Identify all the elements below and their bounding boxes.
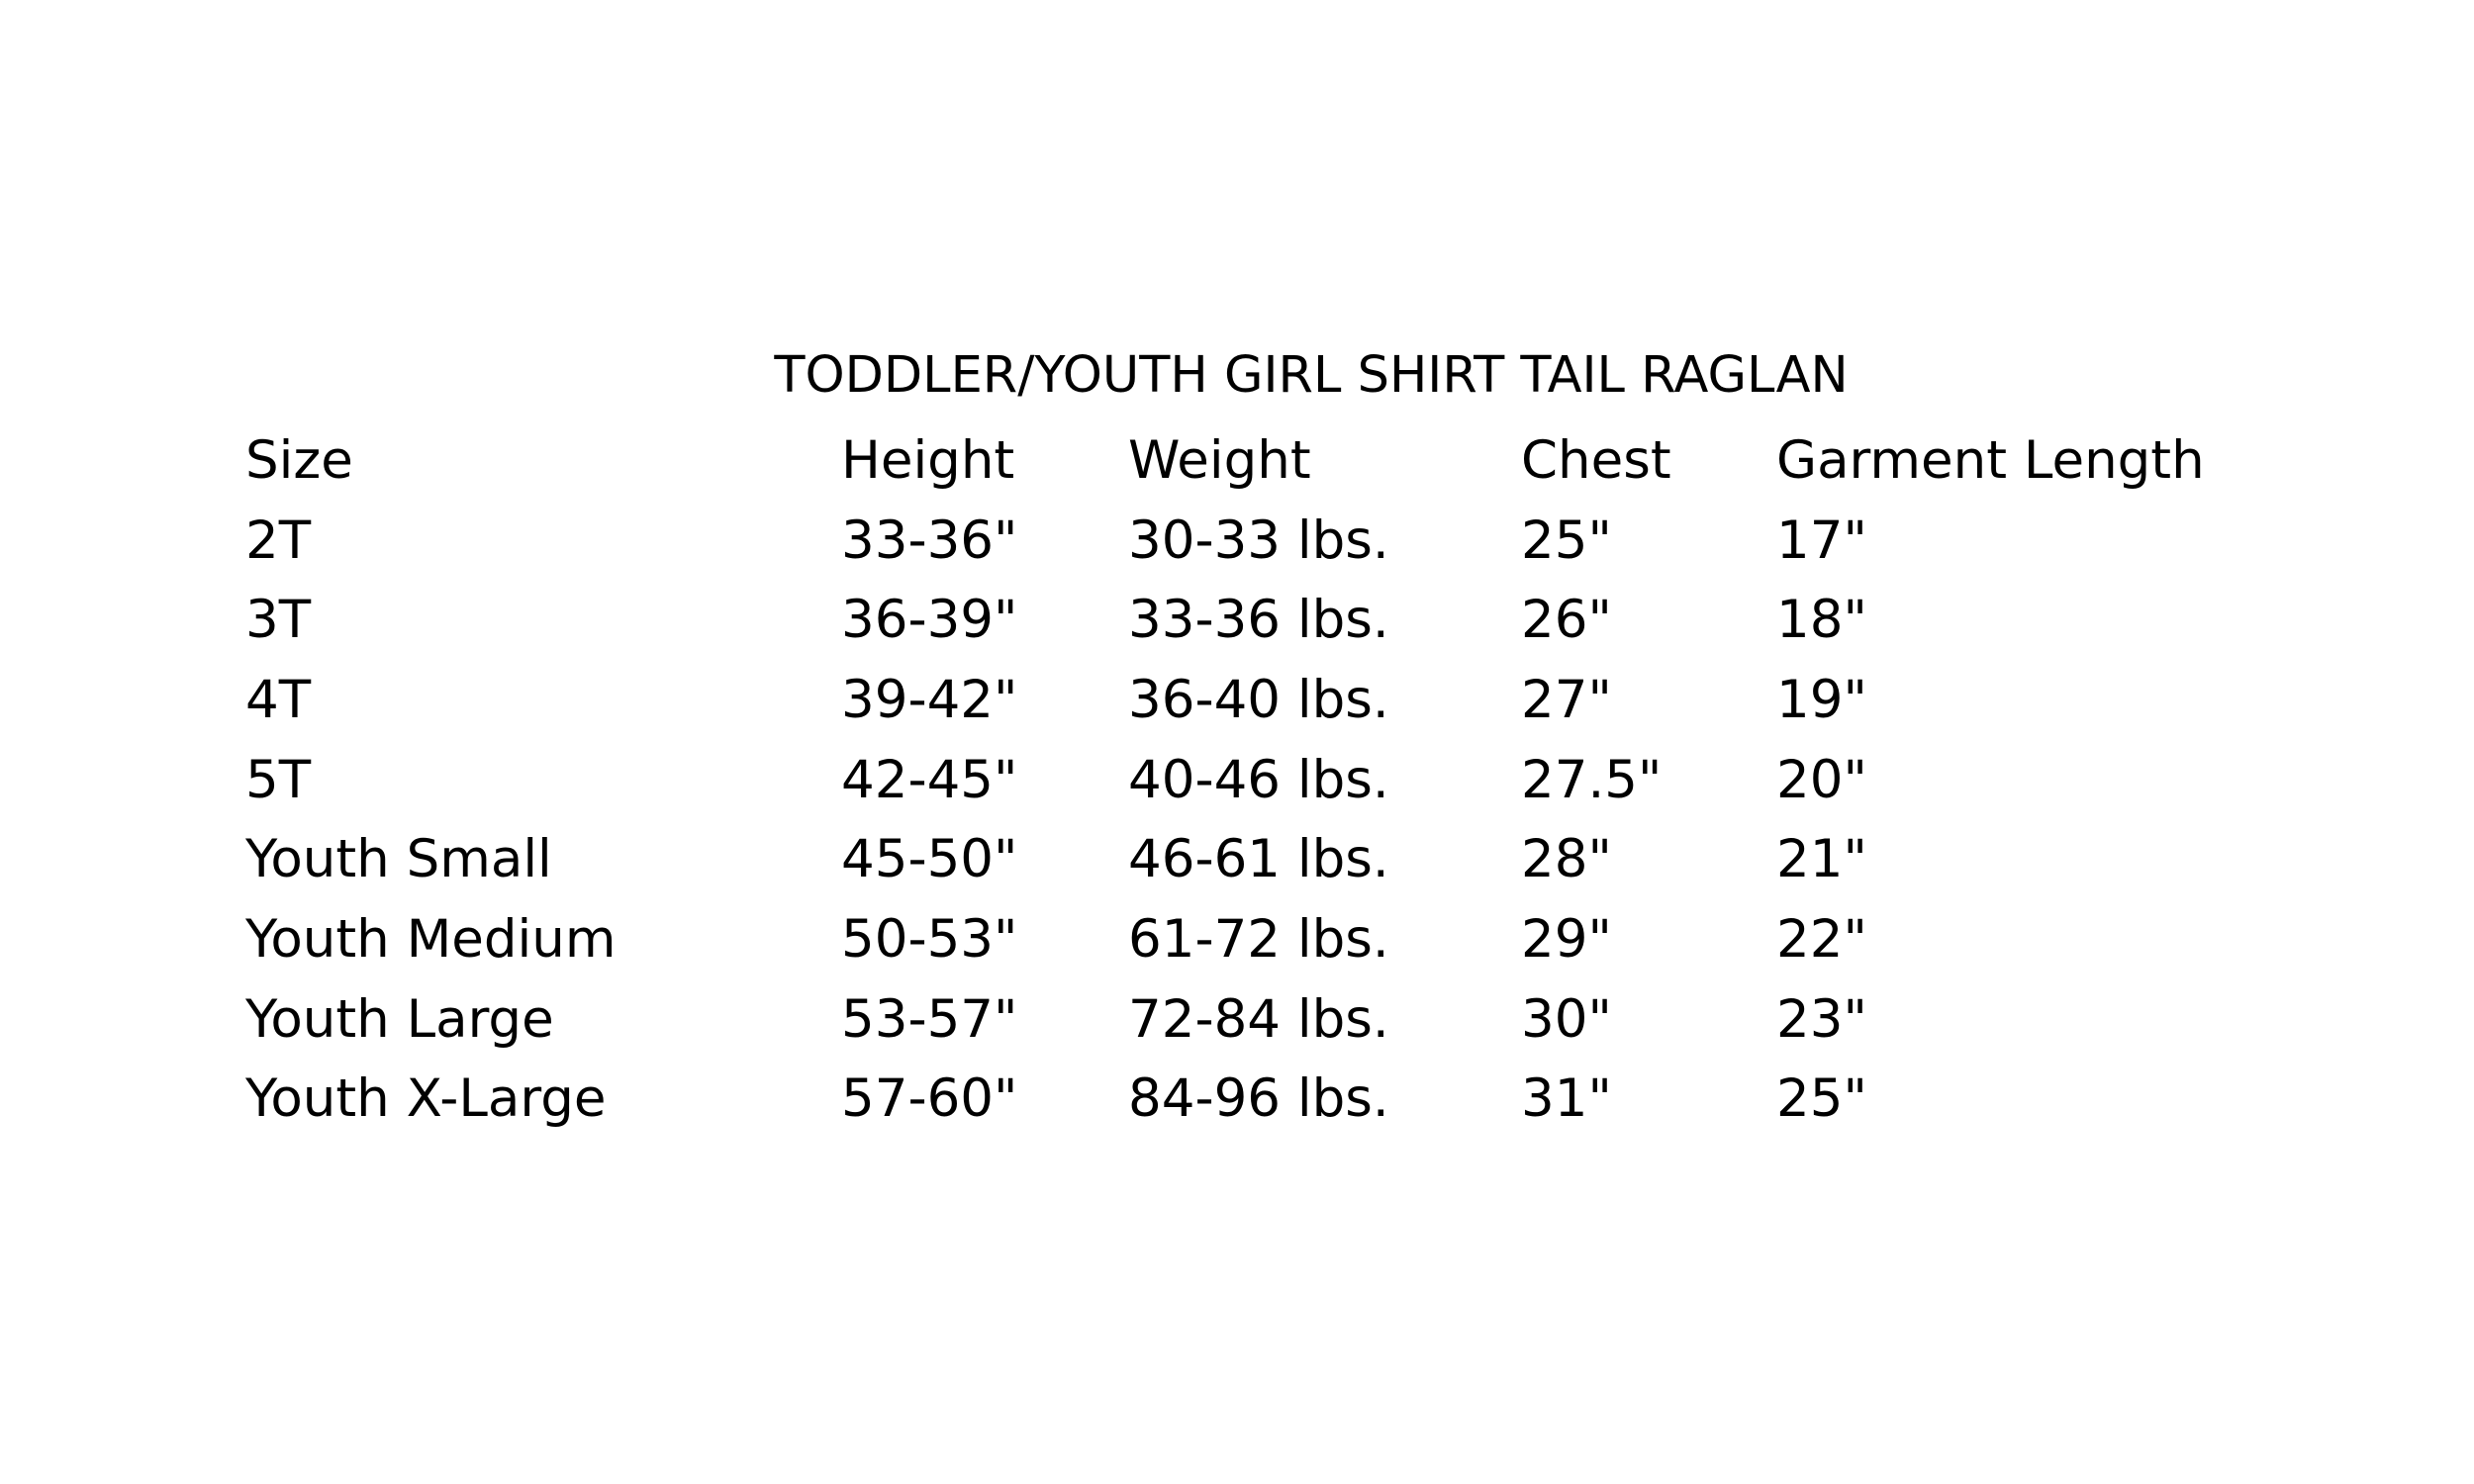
cell-size: 4T	[245, 669, 312, 730]
table-row	[245, 740, 2241, 820]
cell-chest: 29"	[1521, 908, 1612, 970]
cell-height: 33-36"	[841, 510, 1018, 571]
cell-garment-length: 18"	[1776, 590, 1867, 651]
cell-weight: 40-46 lbs.	[1128, 749, 1389, 810]
cell-height: 42-45"	[841, 749, 1018, 810]
cell-weight: 61-72 lbs.	[1128, 908, 1389, 970]
cell-chest: 27.5"	[1521, 749, 1663, 810]
cell-garment-length: 22"	[1776, 908, 1867, 970]
cell-weight: 33-36 lbs.	[1128, 590, 1389, 651]
cell-weight: 30-33 lbs.	[1128, 510, 1389, 571]
header-garment-length: Garment Length	[1776, 429, 2205, 491]
table-row	[245, 899, 2241, 979]
cell-height: 53-57"	[841, 988, 1018, 1050]
cell-chest: 25"	[1521, 510, 1612, 571]
table-row	[245, 1060, 2241, 1140]
header-size: Size	[245, 429, 353, 491]
cell-garment-length: 20"	[1776, 749, 1867, 810]
cell-garment-length: 23"	[1776, 988, 1867, 1050]
table-row	[245, 501, 2241, 581]
cell-size: Youth X-Large	[245, 1068, 607, 1130]
cell-size: Youth Large	[245, 988, 554, 1050]
cell-garment-length: 25"	[1776, 1068, 1867, 1130]
cell-size: Youth Medium	[245, 908, 617, 970]
cell-weight: 84-96 lbs.	[1128, 1068, 1389, 1130]
table-row	[245, 660, 2241, 740]
cell-size: Youth Small	[245, 829, 552, 890]
header-height: Height	[841, 429, 1015, 491]
header-weight: Weight	[1128, 429, 1311, 491]
table-header-row	[245, 420, 2241, 501]
size-chart-title: TODDLER/YOUTH GIRL SHIRT TAIL RAGLAN	[774, 346, 1849, 405]
cell-size: 2T	[245, 510, 312, 571]
cell-height: 36-39"	[841, 590, 1018, 651]
cell-height: 57-60"	[841, 1068, 1018, 1130]
cell-chest: 31"	[1521, 1068, 1612, 1130]
cell-height: 39-42"	[841, 669, 1018, 730]
cell-chest: 26"	[1521, 590, 1612, 651]
cell-chest: 28"	[1521, 829, 1612, 890]
cell-height: 45-50"	[841, 829, 1018, 890]
cell-height: 50-53"	[841, 908, 1018, 970]
table-row	[245, 979, 2241, 1060]
cell-chest: 27"	[1521, 669, 1612, 730]
size-chart-table	[245, 420, 2241, 1139]
header-chest: Chest	[1521, 429, 1671, 491]
cell-garment-length: 17"	[1776, 510, 1867, 571]
table-row	[245, 819, 2241, 899]
cell-size: 5T	[245, 749, 312, 810]
cell-weight: 72-84 lbs.	[1128, 988, 1389, 1050]
cell-garment-length: 21"	[1776, 829, 1867, 890]
table-row	[245, 580, 2241, 660]
cell-weight: 36-40 lbs.	[1128, 669, 1389, 730]
cell-weight: 46-61 lbs.	[1128, 829, 1389, 890]
cell-size: 3T	[245, 590, 312, 651]
cell-garment-length: 19"	[1776, 669, 1867, 730]
cell-chest: 30"	[1521, 988, 1612, 1050]
